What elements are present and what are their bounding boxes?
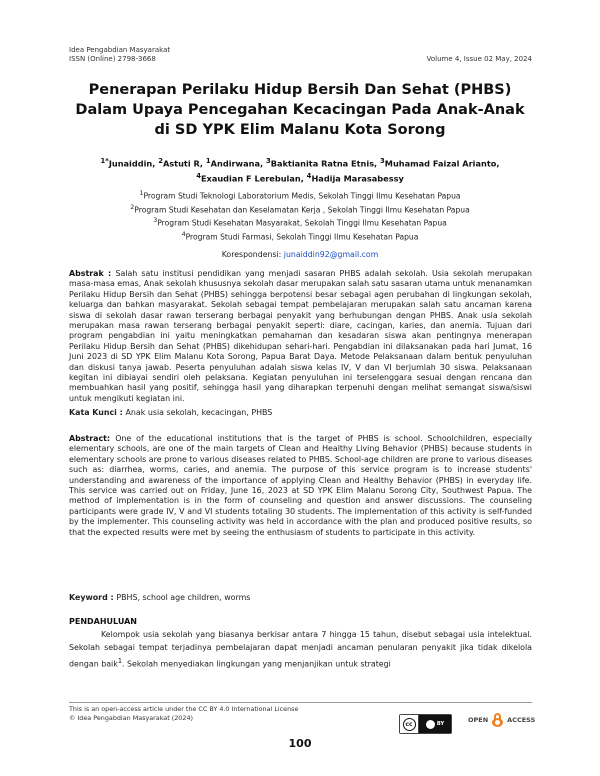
by-icon xyxy=(419,715,451,733)
affiliation-2 xyxy=(40,202,560,216)
author-line-2 xyxy=(40,170,560,185)
abstract-label: Abstract: xyxy=(69,434,116,443)
abstrak-text: Salah satu institusi pendidikan yang menjadi sasaran PHBS adalah sekolah. Usia sekolah merupakan masa-masa emas, Anak sekolah khususnya sekolah dasar merupakan salah satu sasaran utama untuk menanamkan Perilaku Hidup Bersih dan Sehat (PHBS) sehingga berpotensi besar sebagai agen perubahan di lingkungan sekolah, keluarga dan bahkan masyarakat. Sekolah sebagai tempat pembelajaran merupakan salah satu ancaman karena siswa di sekolah dasar rawan terserang berbagai penyakit yang berhubungan dengan PHBS. Anak usia sekolah merupakan masa rawan terserang berbagai penyakit seperti: diare, cacingan, karies, dan anemia. Tujuan dari program pengabdian ini yaitu meningkatkan pemahaman dan kesadaran siswa akan pentingnya menerapan Perilaku Hidup Bersih dan Sehat (PHBS) dikehidupan sehari-hari. Pengabdian ini dilaksanakan pada hari Jumat, 16 Juni 2023 di SD YPK Elim Malanu Kota Sorong, Papua Barat Daya. Metode Pelaksanaan dalam bentuk penyuluhan dan diskusi tanya jawab. Peserta penyuluhan adalah siswa kelas IV, V dan VI berjumlah 30 siswa. Pelaksanaan kegitan ini dibiayai sendiri oleh pelaksana. Kegiatan penyuluhan ini terselenggara sesuai dengan rencana dan membuahkan hasil yang positif, sehingga hasil yang diharapkan terpenuhi dengan melihat semangat siswa/siswi untuk mengikuti kegiatan ini. xyxy=(69,269,533,403)
journal-name: Idea Pengabdian Masyarakat xyxy=(69,46,171,54)
abstrak-paragraph xyxy=(69,269,532,404)
keyword-label: Keyword : xyxy=(69,593,117,602)
author-sup: 2 xyxy=(158,157,163,165)
kata-kunci-label: Kata Kunci : xyxy=(69,408,126,417)
affiliation-4 xyxy=(40,229,560,243)
affiliation-3 xyxy=(40,215,560,229)
oa-open-text: OPEN xyxy=(468,716,489,724)
keyword-text: PBHS, school age children, worms xyxy=(116,593,251,602)
author-sup: 3 xyxy=(265,157,271,165)
affiliation-list xyxy=(40,188,560,242)
kata-kunci-text: Anak usia sekolah, kecacingan, PHBS xyxy=(125,408,273,417)
author-name: Muhamad Faizal Arianto, xyxy=(384,158,500,169)
affiliation-text: Program Studi Kesehatan dan Keselamatan Kerja , Sekolah Tinggi Ilmu Kesehatan Papua xyxy=(134,205,470,215)
author-name: Andirwana, xyxy=(210,158,266,169)
copyright-text: © Idea Pengabdian Masyarakat (2024) xyxy=(69,714,194,722)
keyword xyxy=(69,593,532,603)
section-heading-pendahuluan: PENDAHULUAN xyxy=(69,617,137,626)
title-line-2: Dalam Upaya Pencegahan Kecacingan Pada Anak-Anak xyxy=(75,102,525,118)
abstract-paragraph xyxy=(69,434,532,538)
affiliation-1 xyxy=(40,188,560,202)
abstrak-label: Abstrak : xyxy=(69,269,116,278)
author-name: Junaiddin, xyxy=(108,158,159,169)
author-name: Exaudian F Lerebulan, xyxy=(200,173,307,184)
volume-issue: Volume 4, Issue 02 May, 2024 xyxy=(426,55,532,63)
author-name: Hadija Marasabessy xyxy=(311,173,404,184)
author-name: Baktianita Ratna Etnis, xyxy=(270,158,381,169)
paper-title xyxy=(40,80,560,140)
page-number: 100 xyxy=(288,737,312,750)
citation-sup: 1 xyxy=(117,656,123,665)
license-text: This is an open-access article under the CC BY 4.0 International License xyxy=(69,705,299,713)
pendahuluan-text: Kelompok usia sekolah yang biasanya berkisar antara 7 hingga 15 tahun, disebut sebagai usia intelektual. Sekolah sebagai tempat terjadinya pembelajaran dapat menjadi ancaman penularan penyakit jika tidak dikelola dengan baik xyxy=(69,630,532,669)
author-sup: 3 xyxy=(380,157,385,165)
pendahuluan-text-cont: . Sekolah menyediakan lingkungan yang menjanjikan untuk strategi xyxy=(122,659,391,669)
title-line-1: Penerapan Perilaku Hidup Bersih Dan Sehat (PHBS) xyxy=(88,82,512,98)
affiliation-text: Program Studi Kesehatan Masyarakat, Sekolah Tinggi Ilmu Kesehatan Papua xyxy=(157,218,447,228)
issn: ISSN (Online) 2798-3668 xyxy=(69,55,156,63)
affiliation-sup: 2 xyxy=(130,203,135,211)
author-line-1 xyxy=(40,155,560,170)
footer-divider xyxy=(69,702,532,703)
author-name: Astuti R, xyxy=(162,158,206,169)
author-sup: 1* xyxy=(100,157,109,165)
affiliation-sup: 4 xyxy=(181,230,186,238)
cc-icon: cc xyxy=(400,715,419,733)
title-line-3: di SD YPK Elim Malanu Kota Sorong xyxy=(154,122,446,138)
kata-kunci xyxy=(69,408,532,418)
author-sup: 4 xyxy=(306,171,312,180)
cc-by-label: BY xyxy=(436,721,445,727)
author-sup: 4 xyxy=(196,171,201,180)
affiliation-text: Program Studi Teknologi Laboratorium Medis, Sekolah Tinggi Ilmu Kesehatan Papua xyxy=(143,191,461,201)
author-sup: 1 xyxy=(205,157,211,165)
affiliation-text: Program Studi Farmasi, Sekolah Tinggi Ilmu Kesehatan Papua xyxy=(185,232,419,242)
author-list xyxy=(40,155,560,184)
cc-by-badge xyxy=(399,714,452,734)
open-access-logo xyxy=(468,713,535,727)
correspondence-label: Korespondensi: xyxy=(221,250,284,259)
correspondence xyxy=(40,250,560,259)
open-lock-icon xyxy=(492,713,503,727)
correspondence-email-link[interactable]: junaiddin92@gmail.com xyxy=(283,250,379,259)
affiliation-sup: 1 xyxy=(139,190,144,197)
abstract-text: One of the educational institutions that is the target of PHBS is school. Schoolchildren, especially elementary schools, are one of the main targets of Clean and Healthy Living Behavior (PHBS) because students in elementary schools are prone to various diseases related to PHBS. School-age children are prone to various diseases such as: diarrhea, worms, caries, and anemia. The purpose of this service program is to increase students' understanding and awareness of the importance of applying Clean and Healthy Behavior (PHBS) in everyday life. This service was carried out on Friday, June 16, 2023 at SD YPK Elim Malanu Sorong City, Southwest Papua. The method of implementation is in the form of counseling and question and answer discussions. The counseling participants were grade IV, V and VI students totaling 30 students. The implementation of this activity is self-funded by the implementer. This counseling activity was held in accordance with the plan and produced positive results, so that the expected results were met by seeing the enthusiasm of students to participate in this activity. xyxy=(69,434,532,537)
pendahuluan-paragraph xyxy=(69,628,532,671)
affiliation-sup: 3 xyxy=(153,217,158,225)
oa-access-text: ACCESS xyxy=(507,716,536,724)
